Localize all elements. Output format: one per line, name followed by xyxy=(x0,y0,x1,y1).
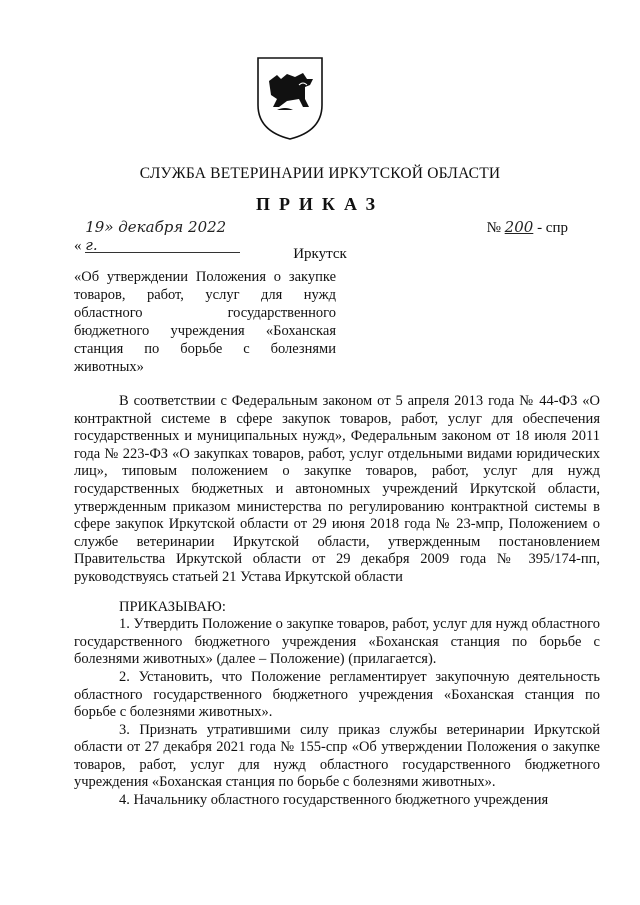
date-open-quote: « xyxy=(74,238,82,254)
number-suffix: - спр xyxy=(537,220,568,236)
order-item: 1. Утвердить Положение о закупке товаров, работ, услуг для нужд областного государственного бюджетного учреждения «Боханская станция по борьбе с болезнями животных» (далее – Положение) (прилагается). xyxy=(74,616,600,668)
order-item: 2. Установить, что Положение регламентирует закупочную деятельность областного государственного бюджетного учреждения «Боханская станция по борьбе с болезнями животных». xyxy=(74,668,600,721)
preamble-paragraph: В соответствии с Федеральным законом от 5 апреля 2013 года № 44-ФЗ «О контрактной системе в сфере закупок товаров, работ, услуг для обеспечения государственных и муниципальных нужд», Федеральным законом от 18 июля 2011 года № 223-ФЗ «О закупках товаров, работ, услуг отдельными видами юридических лиц», типовым положением о закупке товаров, работ, услуг для нужд государственных бюджетных и автономных учреждений Иркутской области, утвержденным приказом министерства по регулированию контрактной системы в сфере закупок Иркутской области от 29 июня 2018 года № 23-мпр, Положением о службе ветеринарии Иркутской области, утвержденным постановлением Правительства Иркутской области от 29 декабря 2009 года № 395/174-пп, руководствуясь статьей 21 Устава Иркутской области xyxy=(74,393,600,585)
handwritten-date-text: 19» декабря 2022 г. xyxy=(85,218,227,254)
order-body xyxy=(74,393,600,810)
order-item: 4. Начальнику областного государственного бюджетного учреждения xyxy=(119,792,549,809)
subject-line: «Об утверждении Положения о закупке xyxy=(74,269,336,285)
subject-line: товаров, работ, услуг для нужд xyxy=(74,287,336,303)
document-type-title: ПРИКАЗ xyxy=(255,194,385,214)
order-number xyxy=(487,218,568,237)
order-subject xyxy=(74,268,336,376)
irkutsk-coat-of-arms-icon xyxy=(255,55,325,141)
subject-line: животных» xyxy=(74,359,144,375)
agency-name: СЛУЖБА ВЕТЕРИНАРИИ ИРКУТСКОЙ ОБЛАСТИ xyxy=(139,165,501,182)
city-name: Иркутск xyxy=(293,246,347,262)
subject-line: областного государственного xyxy=(74,305,336,321)
order-item: 3. Признать утратившими силу приказ службы ветеринарии Иркутской области от 27 декабря 2021 года № 155-спр «Об утверждении Положения о закупке товаров, работ, услуг для нужд областного государственного бюджетного учреждения «Боханская станция по борьбе с болезнями животных». xyxy=(74,721,600,791)
subject-line: станция по борьбе с болезнями xyxy=(74,341,336,357)
subject-line: бюджетного учреждения «Боханская xyxy=(74,323,336,339)
order-word: ПРИКАЗЫВАЮ: xyxy=(119,598,226,615)
number-prefix: № xyxy=(486,220,501,236)
handwritten-number: 200 xyxy=(504,218,534,236)
